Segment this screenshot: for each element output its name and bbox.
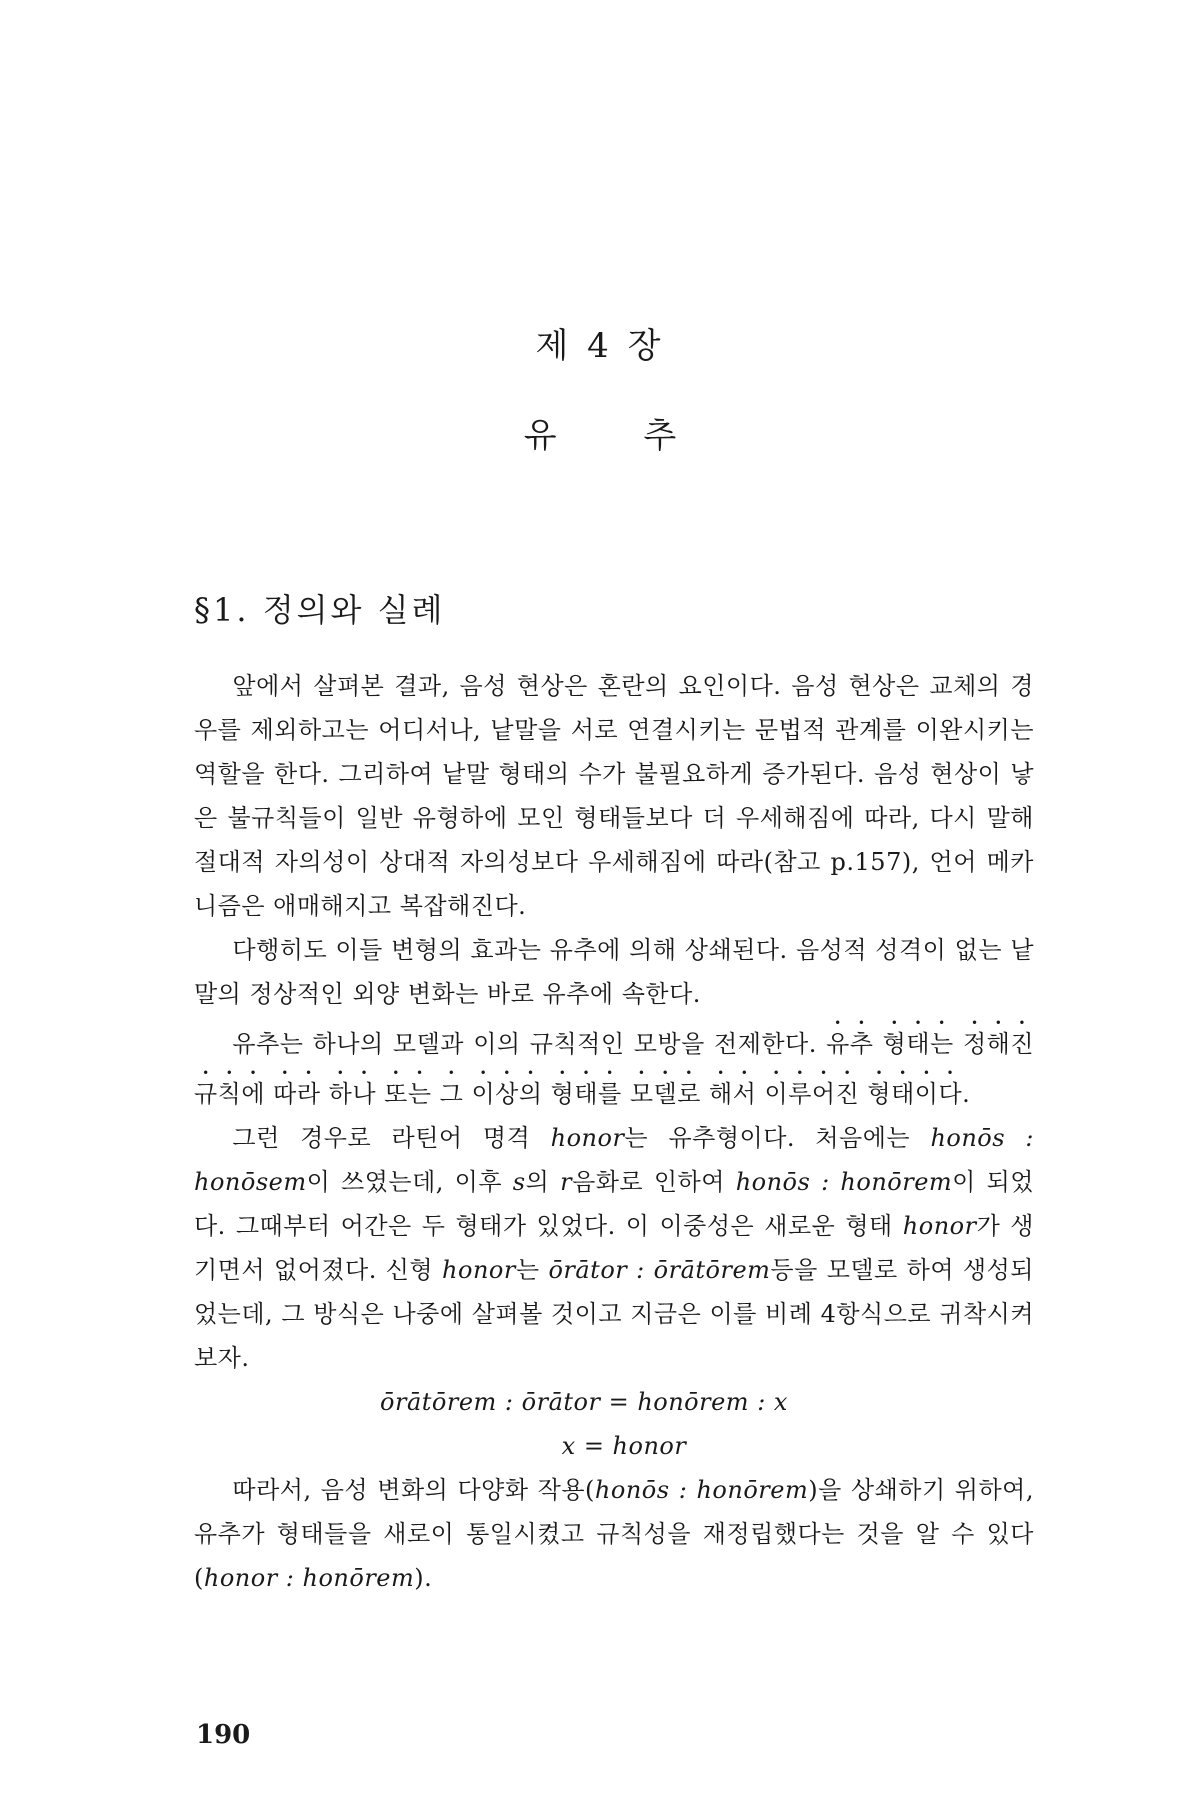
p4-seg: 이 되었다. 그때부터 어간은 두 형태가 있었다. 이 이중성은 새로운 형태 (194, 1168, 1034, 1240)
p4-seg: 가 생기면서 없어졌다. 신형 (194, 1212, 1034, 1284)
section-heading: §1. 정의와 실례 (194, 591, 446, 629)
latin-word: honōs : honōrem (594, 1476, 809, 1504)
p4-seg: 의 (525, 1168, 561, 1196)
p4-seg: 음화로 인하여 (572, 1168, 736, 1196)
latin-letter: s (512, 1168, 526, 1196)
paragraph-3-text: 유추는 하나의 모델과 이의 규칙적인 모방을 전제한다. (232, 1030, 827, 1058)
latin-letter: r (560, 1168, 573, 1196)
p5-seg: ). (414, 1564, 433, 1592)
latin-word: ōrātor : ōrātōrem (548, 1256, 771, 1284)
chapter-number: 제 4 장 (535, 326, 665, 366)
paragraph-4 (194, 1116, 1034, 1380)
p4-seg: 등을 모델로 하여 생성되었는데, 그 방식은 나중에 살펴볼 것이고 지금은 이를 비례 4항식으로 귀착시켜 보자. (194, 1256, 1034, 1372)
paragraph-2: 다행히도 이들 변형의 효과는 유추에 의해 상쇄된다. 음성적 성격이 없는 낱말의 정상적인 외양 변화는 바로 유추에 속한다. (194, 936, 1034, 1008)
p4-seg: 그런 경우로 라틴어 명격 (232, 1124, 551, 1152)
p5-seg: )을 상쇄하기 위하여, 유추가 형태들을 새로이 통일시켰고 규칙성을 재정립했다는 것을 알 수 있다( (194, 1476, 1034, 1592)
proportion-formula: ōrātōrem : ōrātor = honōrem : x (380, 1388, 788, 1416)
solution-formula: x = honor (561, 1432, 687, 1460)
body-text (194, 664, 1034, 1600)
emphasized-definition: 유추 형태는 정해진 규칙에 따라 하나 또는 그 이상의 형태를 모델로 해서 이루어진 형태이다. (194, 1030, 1035, 1108)
p4-seg: 는 (515, 1256, 549, 1284)
latin-word: honor (550, 1124, 625, 1152)
chapter-title: 유 추 (523, 416, 715, 456)
paragraph-3 (194, 1016, 1034, 1116)
p4-seg: 이 쓰였는데, 이후 (306, 1168, 513, 1196)
p4-seg: 는 유추형이다. 처음에는 (624, 1124, 931, 1152)
paragraph-5 (194, 1468, 1034, 1600)
latin-word: honor (442, 1256, 516, 1284)
latin-word: honōs : honōsem (194, 1124, 1034, 1196)
latin-word: honor (902, 1212, 977, 1240)
page-number: 190 (196, 1720, 251, 1750)
latin-word: honōs : honōrem (735, 1168, 953, 1196)
p5-seg: 따라서, 음성 변화의 다양화 작용( (232, 1476, 595, 1504)
latin-word: honor : honōrem (203, 1564, 415, 1592)
paragraph-1: 앞에서 살펴본 결과, 음성 현상은 혼란의 요인이다. 음성 현상은 교체의 경우를 제외하고는 어디서나, 낱말을 서로 연결시키는 문법적 관계를 이완시키는 역할을 한다. 그리하여 낱말 형태의 수가 불필요하게 증가된다. 음성 현상이 낳은 불규칙들이 일반 유형하에 모인 형태들보다 더 우세해짐에 따라, 다시 말해 절대적 자의성이 상대적 자의성보다 우세해짐에 따라(참고 p.157), 언어 메카니즘은 애매해지고 복잡해진다. (194, 672, 1034, 920)
